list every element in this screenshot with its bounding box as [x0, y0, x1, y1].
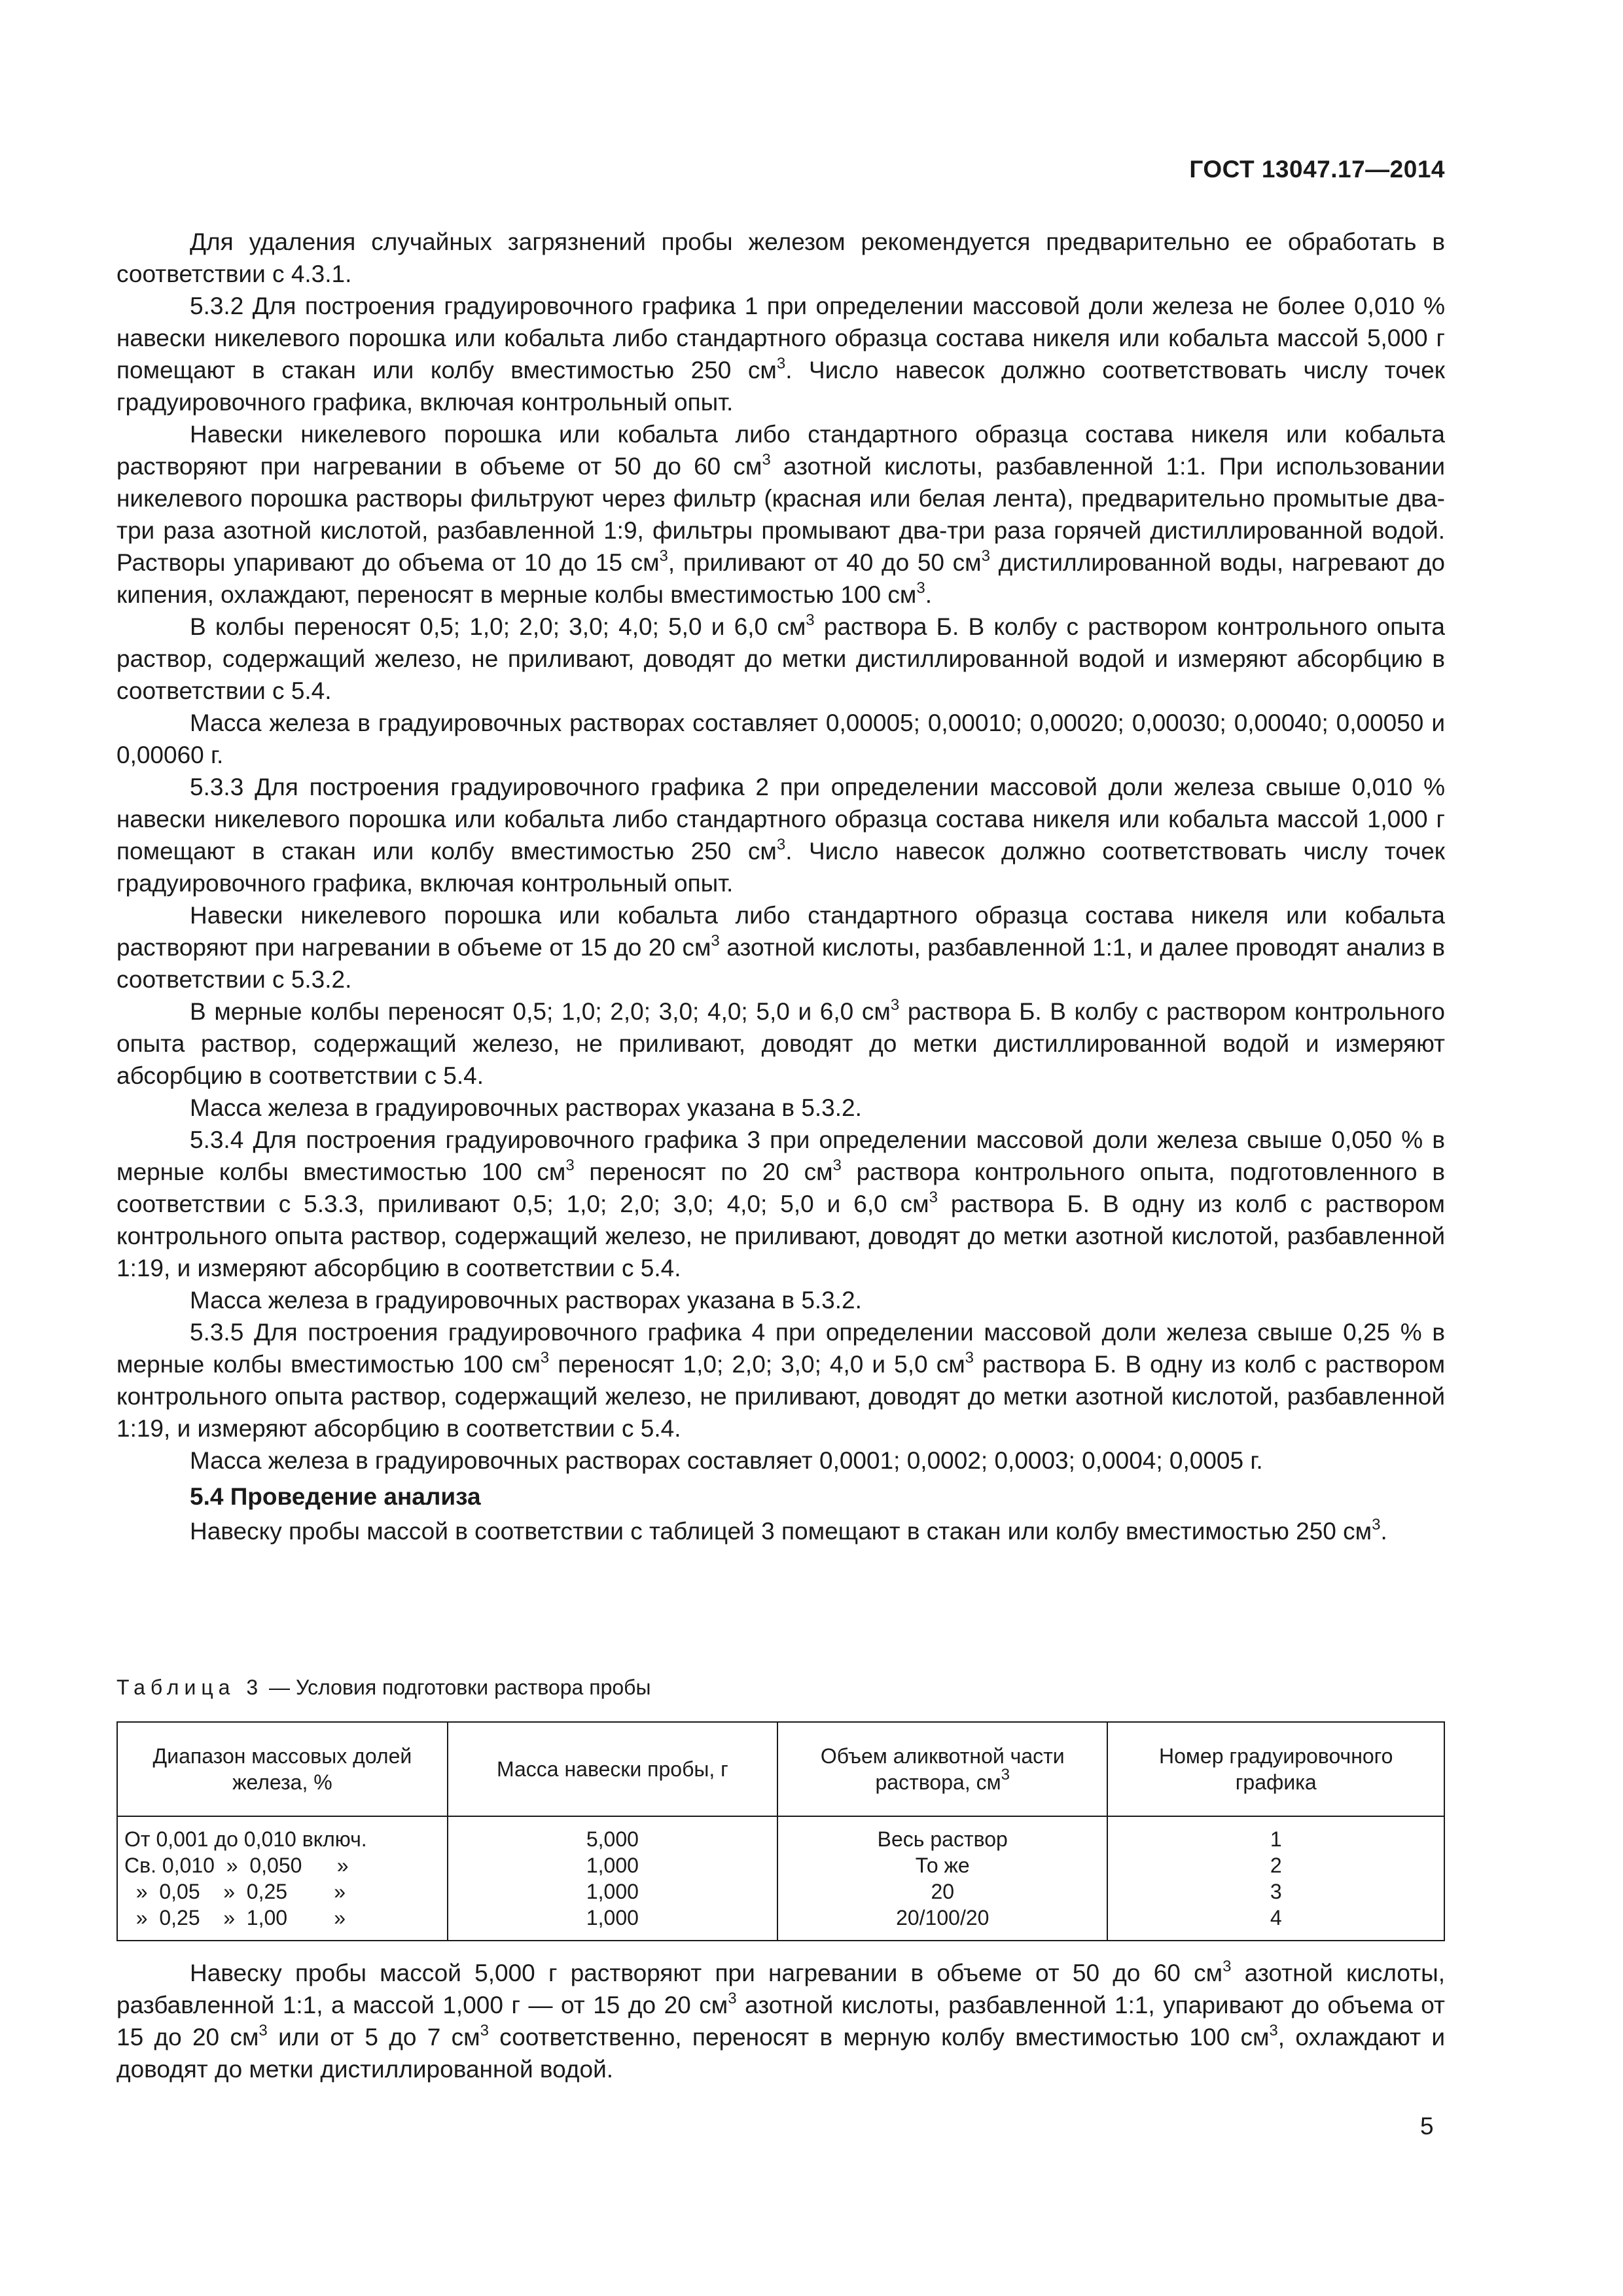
paragraph: Навески никелевого порошка или кобальта либо стандартного образца состава никеля или кобальта растворяют при нагревании в объеме от 50 до 60 $см^3$ азотной кислоты, разбавленной 1:1. При использовании никелевого порошка растворы фильтруют через фильтр (красная или белая лента), предварительно промытые два-три раза азотной кислотой, разбавленной 1:9, фильтры промывают два-три раза горячей дистиллированной водой. Растворы упаривают до объема от 10 до 15 $см^3$, приливают от 40 до 50 $см^3$ дистиллированной воды, нагревают до кипения, охлаждают, переносят в мерные колбы вместимостью 100 $см^3$. — [116, 421, 1446, 608]
body-text — [116, 226, 1445, 1547]
after-table-text — [116, 1957, 1445, 2085]
page-number: 5 — [1420, 2113, 1434, 2140]
header-aliquot: Объем аликвотной части раствора, $см^3$ — [777, 1722, 1107, 1816]
paragraph: Масса железа в градуировочных растворах указана в 5.3.2. — [190, 1287, 862, 1314]
aliquot-column: Весь раствор То же 20 20/100/20 — [777, 1816, 1107, 1941]
paragraph-5-3-2: 5.3.2 Для построения градуировочного графика 1 при определении массовой доли железа не более 0,010 % навески никелевого порошка или кобальта либо стандартного образца состава никеля или кобальта массой 5,000 г помещают в стакан или колбу вместимостью 250 $см^3$. Число навесок должно соответствовать числу точек градуировочного графика, включая контрольный опыт. — [116, 293, 1445, 416]
header-graph: Номер градуировочного графика — [1107, 1722, 1444, 1816]
paragraph: В колбы переносят 0,5; 1,0; 2,0; 3,0; 4,0; 5,0 и 6,0 $см^3$ раствора Б. В колбу с раствором контрольного опыта раствор, содержащий железо, не приливают, доводят до метки дистиллированной водой и измеряют абсорбцию в соответствии с 5.4. — [116, 611, 1446, 704]
header-range: Диапазон массовых долей железа, % — [117, 1722, 448, 1816]
standard-code: ГОСТ 13047.17—2014 — [1189, 156, 1445, 183]
graph-column: 1 2 3 4 — [1107, 1816, 1444, 1941]
table-header-row — [117, 1722, 1444, 1816]
table-3 — [116, 1721, 1445, 1941]
section-heading: 5.4 Проведение анализа — [190, 1483, 481, 1510]
paragraph: Навески никелевого порошка или кобальта либо стандартного образца состава никеля или кобальта растворяют при нагревании в объеме от 15 до 20 $см^3$ азотной кислоты, разбавленной 1:1, и далее проводят анализ в соответствии с 5.3.2. — [116, 902, 1445, 993]
range-column: От 0,001 до 0,010 включ. Св. 0,010 » 0,050 » » 0,05 » 0,25 » » 0,25 » 1,00 » — [117, 1816, 448, 1941]
paragraph: Для удаления случайных загрязнений пробы железом рекомендуется предварительно ее обработать в соответствии с 4.3.1. — [116, 228, 1445, 287]
paragraph: В мерные колбы переносят 0,5; 1,0; 2,0; 3,0; 4,0; 5,0 и 6,0 $см^3$ раствора Б. В колбу с раствором контрольного опыта раствор, содержащий железо, не приливают, доводят до метки дистиллированной водой и измеряют абсорбцию в соответствии с 5.4. — [116, 996, 1445, 1089]
paragraph: Масса железа в градуировочных растворах составляет 0,0001; 0,0002; 0,0003; 0,0004; 0,0005 г. — [190, 1447, 1263, 1474]
header-mass: Масса навески пробы, г — [448, 1722, 777, 1816]
paragraph-5-3-4: 5.3.4 Для построения градуировочного графика 3 при определении массовой доли железа свыше 0,050 % в мерные колбы вместимостью 100 $см^3$ переносят по 20 $см^3$ раствора контрольного опыта, подготовленного в соответствии с 5.3.3, приливают 0,5; 1,0; 2,0; 3,0; 4,0; 5,0 и 6,0 $см^3$ раствора Б. В одну из колб с раствором контрольного опыта раствор, содержащий железо, не приливают, доводят до метки азотной кислотой, разбавленной 1:19, и измеряют абсорбцию в соответствии с 5.4. — [116, 1126, 1445, 1282]
table-body — [117, 1816, 1444, 1941]
paragraph-5-3-3: 5.3.3 Для построения градуировочного графика 2 при определении массовой доли железа свыше 0,010 % навески никелевого порошка или кобальта либо стандартного образца состава никеля или кобальта массой 1,000 г помещают в стакан или колбу вместимостью 250 $см^3$. Число навесок должно соответствовать числу точек градуировочного графика, включая контрольный опыт. — [116, 774, 1445, 897]
paragraph: Масса железа в градуировочных растворах составляет 0,00005; 0,00010; 0,00020; 0,00030; 0,00040; 0,00050 и 0,00060 г. — [116, 709, 1445, 768]
paragraph: Навеску пробы массой 5,000 г растворяют при нагревании в объеме от 50 до 60 $см^3$ азотной кислоты, разбавленной 1:1, а массой 1,000 г — от 15 до 20 $см^3$ азотной кислоты, разбавленной 1:1, упаривают до объема от 15 до 20 $см^3$ или от 5 до 7 $см^3$ соответственно, переносят в мерную колбу вместимостью 100 $см^3$, охлаждают и доводят до метки дистиллированной водой. — [116, 1958, 1446, 2083]
section-intro: Навеску пробы массой в соответствии с таблицей 3 помещают в стакан или колбу вместимостью 250 $см^3$. — [190, 1516, 1387, 1545]
table-caption: Таблица 3 — Условия подготовки раствора пробы — [116, 1676, 651, 1699]
paragraph: Масса железа в градуировочных растворах указана в 5.3.2. — [190, 1094, 862, 1121]
paragraph-5-3-5: 5.3.5 Для построения градуировочного графика 4 при определении массовой доли железа свыше 0,25 % в мерные колбы вместимостью 100 $см^3$ переносят 1,0; 2,0; 3,0; 4,0 и 5,0 $см^3$ раствора Б. В одну из колб с раствором контрольного опыта раствор, содержащий железо, не приливают, доводят до метки азотной кислотой, разбавленной 1:19, и измеряют абсорбцию в соответствии с 5.4. — [116, 1319, 1446, 1442]
mass-column: 5,000 1,000 1,000 1,000 — [448, 1816, 777, 1941]
